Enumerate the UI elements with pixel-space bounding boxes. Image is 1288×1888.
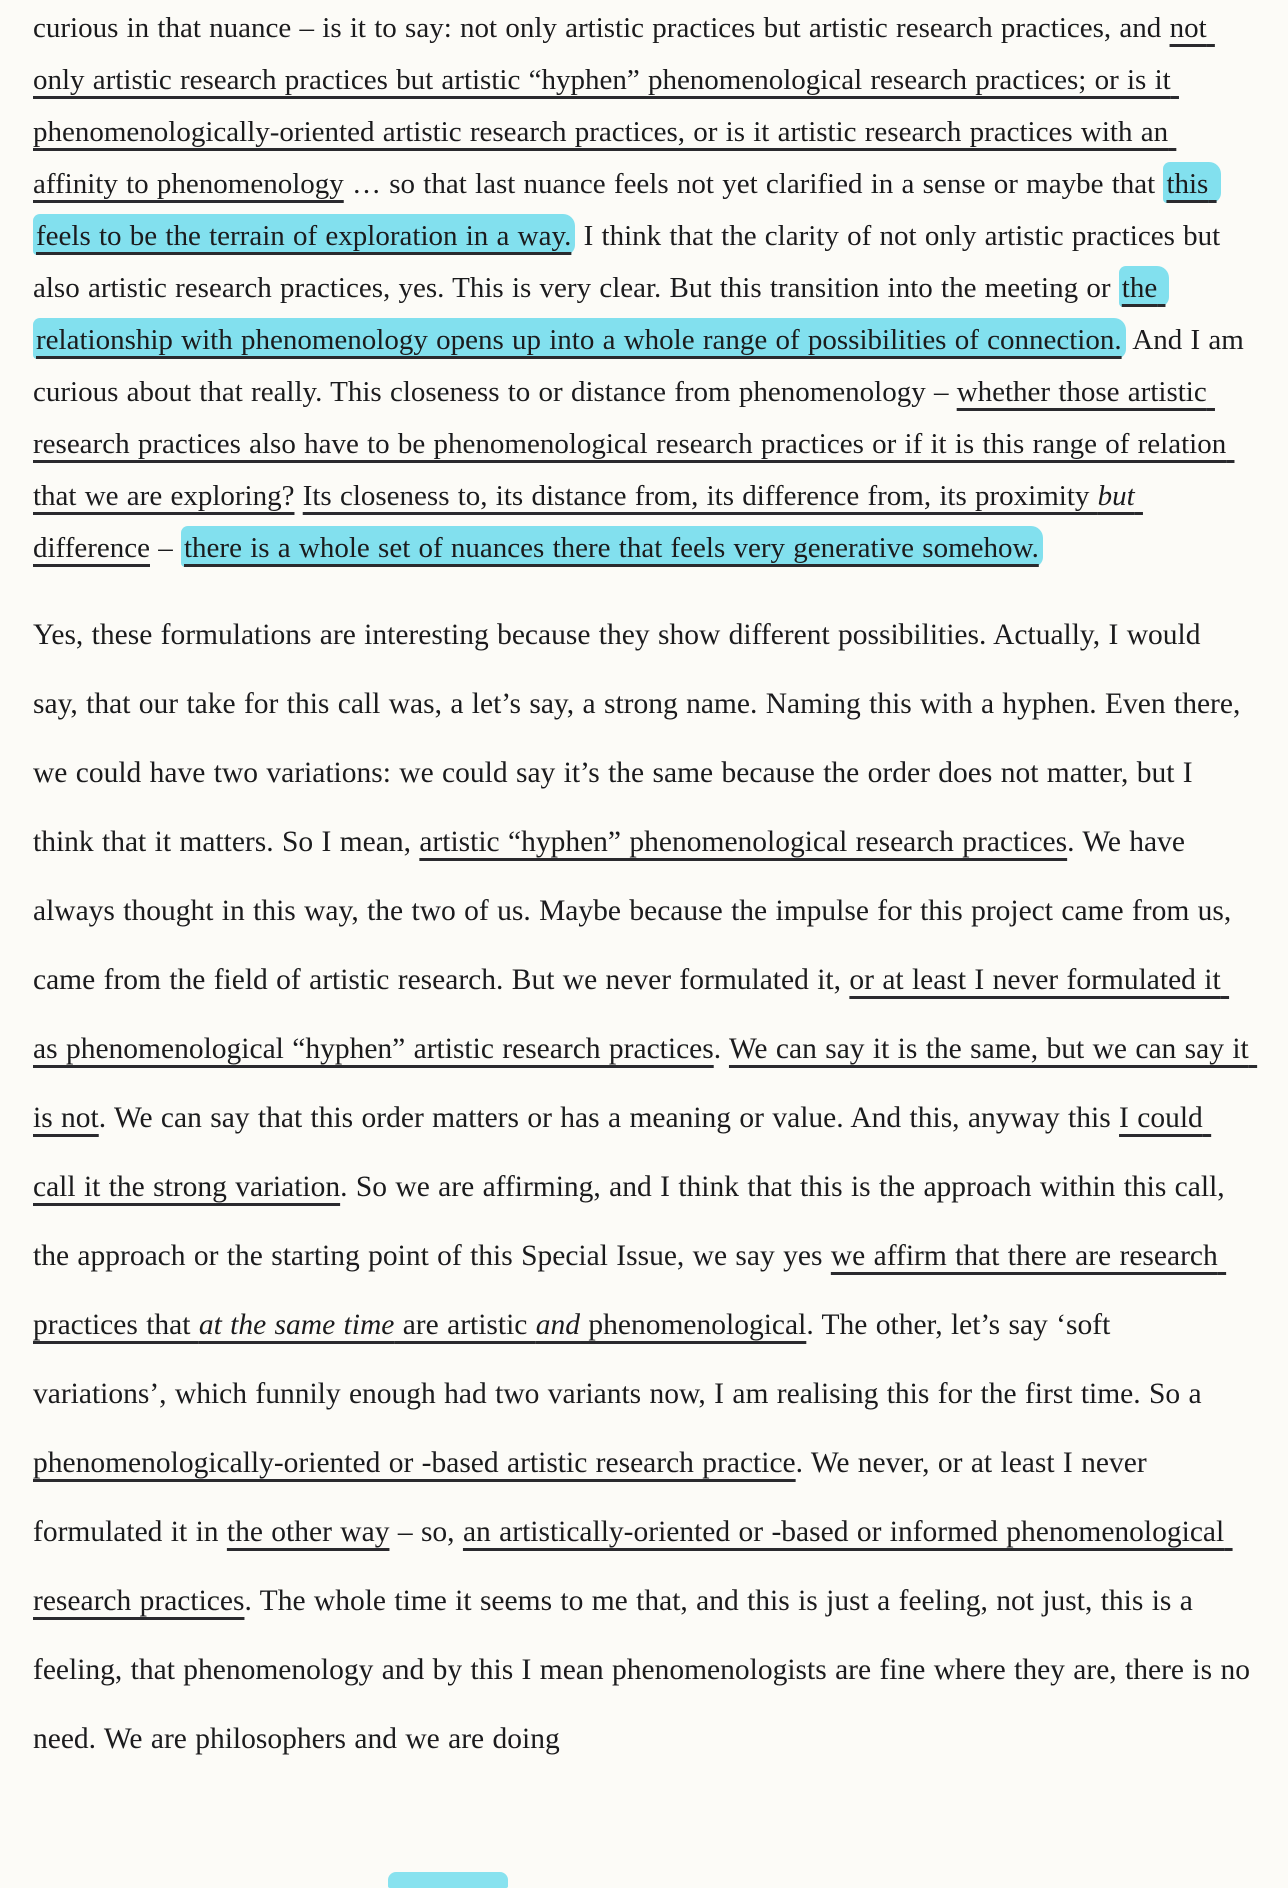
text-segment: – so, — [389, 1516, 463, 1548]
underlined-text: an artistically-oriented or -based or informed phenomenological research practices — [33, 1516, 1233, 1617]
text-segment: curious in that nuance – is it to say: not only artistic practices but artistic research practices, and — [33, 12, 1170, 44]
text-segment: Yes, these formulations are interesting because they show different possibilities. Actually, I would say, that our take for this call was, a let’s say, a strong name. Naming this with a hyphen. Even there, we could have two variations: we could say it’s the same because the order does not matter, but I think that it matters. So I mean, — [33, 619, 1249, 858]
text-segment: . The other, let’s say ‘soft variations’, which funnily enough had two variants now, I am realising this for the first time. So a — [33, 1309, 1210, 1410]
underlined-text: We can say it is the same, but we can say it is not — [33, 1033, 1258, 1134]
text-segment: . So we are affirming, and I think that this is the approach within this call, the approach or the starting point of this Special Issue, we say yes — [33, 1171, 1234, 1272]
paragraph — [33, 601, 1259, 1774]
text-segment: I think that the clarity of not only artistic practices but also artistic research practices, yes. This is very clear. But this transition into the meeting or — [33, 220, 1229, 304]
paragraph — [33, 2, 1253, 574]
text-segment: . We have always thought in this way, the two of us. Maybe because the impulse for this project came from us, came from the field of artistic research. But we never formulated it, — [33, 826, 1240, 996]
underlined-text: artistic “hyphen” phenomenological research practices — [419, 826, 1068, 858]
text-segment: . — [713, 1033, 729, 1065]
underlined-text: difference — [33, 480, 1143, 564]
underlined-text: phenomenologically-oriented or -based artistic research practice — [33, 1447, 796, 1479]
text-segment: … so that last nuance feels not yet clarified in a sense or maybe that — [343, 168, 1164, 200]
text-segment: . We can say that this order matters or has a meaning or value. And this, anyway this — [98, 1102, 1120, 1134]
document-text — [33, 2, 1259, 1774]
cutoff-highlight-mark — [388, 1872, 508, 1888]
underlined-text: and — [535, 1309, 581, 1341]
text-segment: . The whole time it seems to me that, and this is just a feeling, not just, this is a feeling, that phenomenology and by this I mean phenomenologists are fine where they are, there is no need. We are philosophers and we are doing — [33, 1585, 1259, 1755]
text-segment: . We never, or at least I never formulated it in — [33, 1447, 1156, 1548]
underlined-text: at the same time — [198, 1309, 395, 1341]
highlighted-text: this feels to be the terrain of exploration in a way. — [33, 162, 1221, 255]
text-segment — [294, 480, 302, 512]
underlined-text: phenomenological — [580, 1309, 807, 1341]
underlined-text: or at least I never formulated it as phenomenological “hyphen” artistic research practices — [33, 964, 1230, 1065]
underlined-text: whether those artistic research practices also have to be phenomenological research practices or if it is this range of relation that we are exploring? — [33, 376, 1235, 512]
underlined-text: the other way — [226, 1516, 390, 1548]
underlined-text: not only artistic research practices but artistic “hyphen” phenomenological research practices; or is it phenomenologically-oriented artistic research practices, or is it artistic research practices with an affinity to phenomenology — [33, 12, 1215, 200]
underlined-text: I could call it the strong variation — [33, 1102, 1212, 1203]
text-segment: – — [150, 532, 181, 564]
highlighted-text: there is a whole set of nuances there that feels very generative somehow. — [181, 526, 1043, 567]
underlined-text: Its closeness to, its distance from, its difference from, its proximity — [302, 480, 1098, 512]
underlined-text: are artistic — [394, 1309, 536, 1341]
highlighted-text: the relationship with phenomenology opens up into a whole range of possibilities of connection. — [33, 266, 1169, 359]
underlined-text: we affirm that there are research practices that — [33, 1240, 1227, 1341]
underlined-text: but — [1097, 480, 1135, 512]
text-segment: And I am curious about that really. This closeness to or distance from phenomenology – — [33, 324, 1253, 408]
